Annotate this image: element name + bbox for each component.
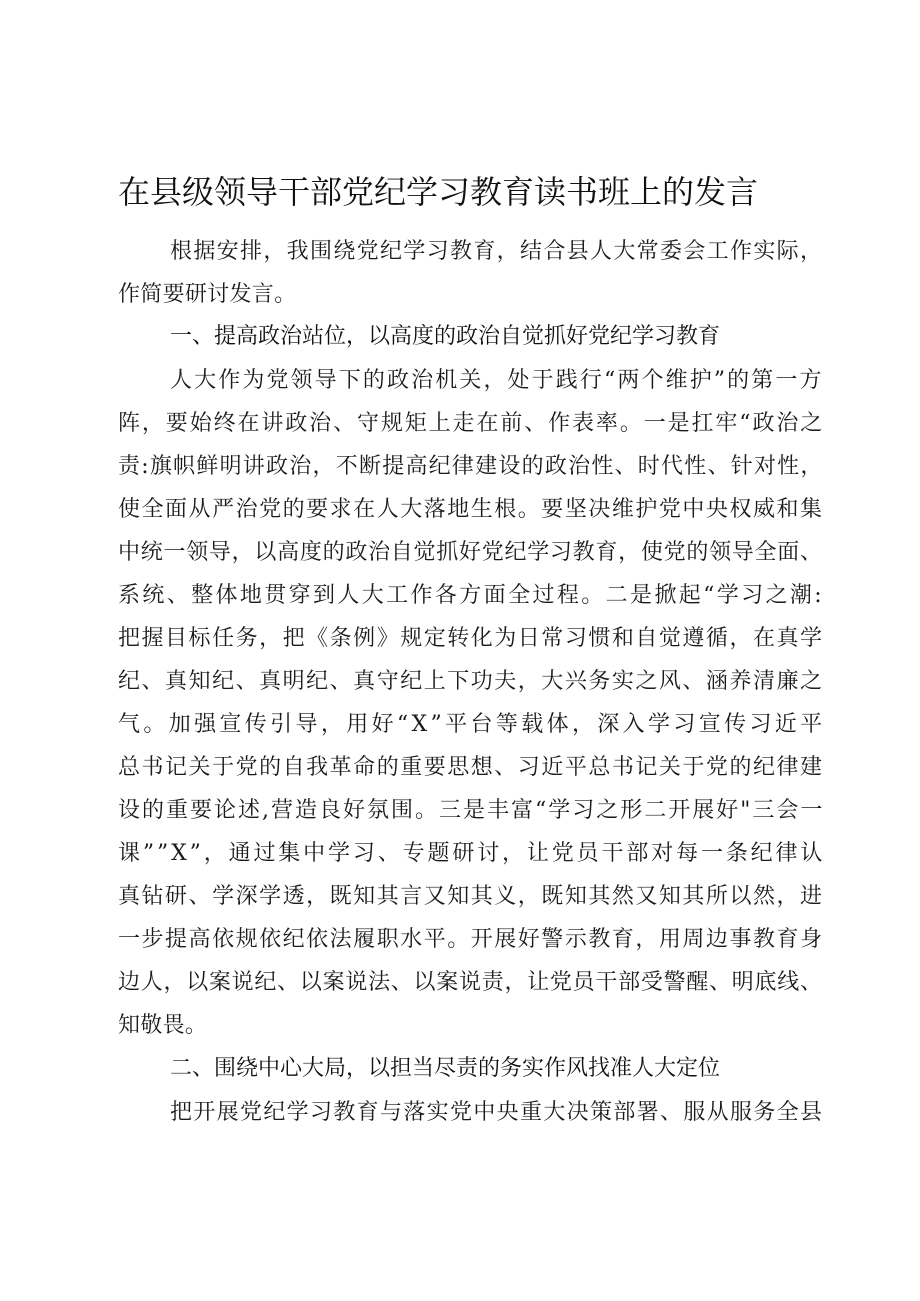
section-1-line: 责:旗帜鲜明讲政治，不断提高纪律建设的政治性、时代性、针对性， — [118, 454, 824, 479]
section-1-line: 总书记关于党的自我革命的重要思想、习近平总书记关于党的纪律建 — [118, 755, 824, 780]
section-1-line: 中统一领导，以高度的政治自觉抓好党纪学习教育，使党的领导全面、 — [118, 540, 823, 565]
section-1-line: 气。加强宣传引导，用好“X”平台等载体，深入学习宣传习近平 — [118, 712, 826, 737]
section-2-line: 把开展党纪学习教育与落实党中央重大决策部署、服从服务全县 — [170, 1100, 824, 1125]
section-1-line: 真钻研、学深学透，既知其言又知其义，既知其然又知其所以然，进 — [118, 884, 824, 909]
section-1-line: 知敬畏。 — [118, 1013, 208, 1038]
section-1-line: 系统、整体地贯穿到人大工作各方面全过程。二是掀起“学习之潮: — [118, 583, 825, 608]
section-1-line: 阵，要始终在讲政治、守规矩上走在前、作表率。一是扛牢“政治之 — [118, 411, 825, 436]
intro-line-1: 根据安排，我围绕党纪学习教育，结合县人大常委会工作实际， — [170, 239, 824, 264]
intro-line-2: 作简要研讨发言。 — [118, 282, 297, 307]
section-1-line: 把握目标任务，把《条例》规定转化为日常习惯和自觉遵循，在真学 — [118, 626, 824, 651]
section-2-heading: 二、围绕中心大局，以担当尽责的务实作风找准人大定位 — [170, 1056, 721, 1081]
section-1-line: 纪、真知纪、真明纪、真守纪上下功夫，大兴务实之风、涵养清廉之 — [118, 669, 824, 694]
section-1-line: 一步提高依规依纪依法履职水平。开展好警示教育，用周边事教育身 — [118, 927, 824, 952]
document-title: 在县级领导干部党纪学习教育读书班上的发言 — [118, 173, 759, 211]
section-1-line: 课””X”，通过集中学习、专题研讨，让党员干部对每一条纪律认 — [118, 841, 826, 866]
section-1-line: 人大作为党领导下的政治机关，处于践行“两个维护”的第一方 — [170, 368, 824, 393]
section-1-line: 边人，以案说纪、以案说法、以案说责，让党员干部受警醒、明底线、 — [118, 970, 823, 995]
section-1-line: 使全面从严治党的要求在人大落地生根。要坚决维护党中央权威和集 — [118, 497, 824, 522]
section-1-line: 设的重要论述,营造良好氛围。三是丰富“学习之形二开展好"三会一 — [118, 798, 825, 823]
section-1-heading: 一、提高政治站位，以高度的政治自觉抓好党纪学习教育 — [170, 324, 721, 349]
